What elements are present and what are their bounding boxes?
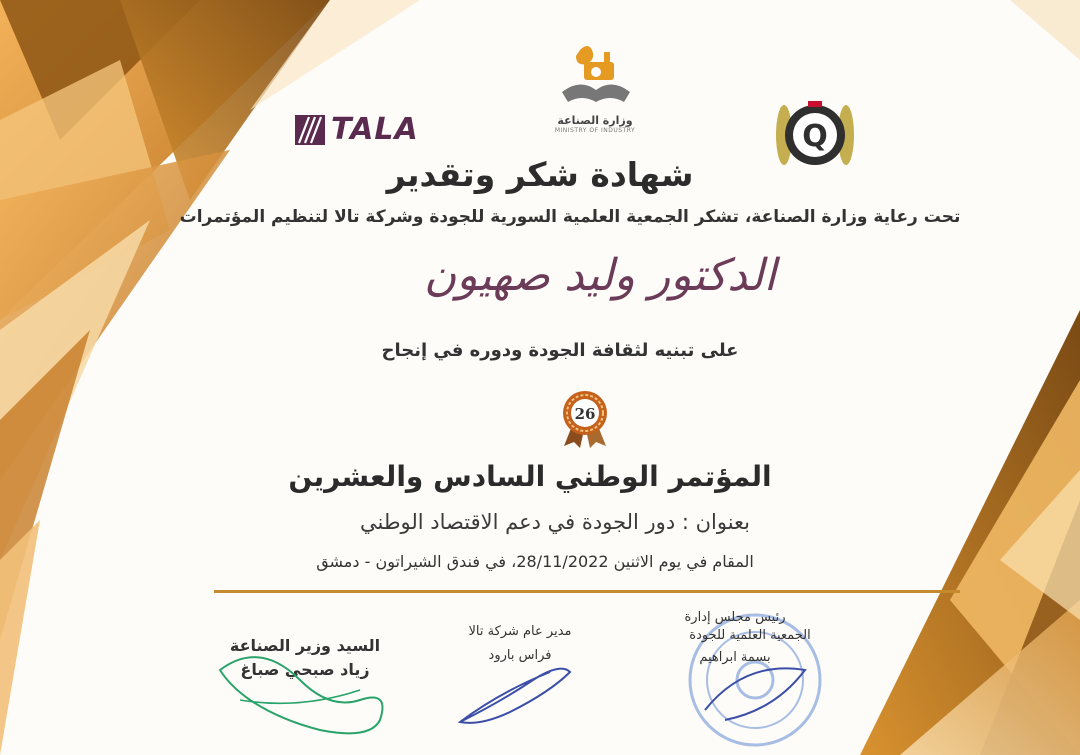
ministry-name-en: MINISTRY OF INDUSTRY — [554, 127, 636, 134]
quality-society-seal-icon — [770, 95, 860, 175]
conference-venue: المقام في يوم الاثنين 28/11/2022، في فندق الشيراتون - دمشق — [316, 552, 754, 571]
svg-text:Q: Q — [802, 119, 828, 154]
patronage-statement: تحت رعاية وزارة الصناعة، تشكر الجمعية العلمية السورية للجودة وشركة تالا لتنظيم المؤتمرات — [179, 207, 961, 227]
society-chair-role-line1: رئيس مجلس إدارة — [684, 610, 786, 625]
minister-signature — [210, 630, 410, 740]
society-chair-name: بسمة ابراهيم — [699, 650, 771, 665]
appreciation-reason: على تبنيه لثقافة الجودة ودوره في إنجاح — [381, 340, 739, 361]
tala-director-name: فراس بارود — [488, 648, 552, 663]
tala-mark-icon — [295, 115, 325, 145]
recipient-name: الدكتور وليد صهيون — [424, 250, 776, 301]
tala-logo — [295, 112, 419, 147]
ministry-logo — [540, 42, 650, 134]
tala-director-signature — [455, 660, 595, 730]
conference-subject: بعنوان : دور الجودة في دعم الاقتصاد الوطني — [359, 510, 751, 534]
conference-26-medal-icon — [550, 388, 620, 450]
tala-director-role: مدير عام شركة تالا — [468, 624, 572, 639]
ministry-emblem-icon — [540, 42, 650, 108]
divider — [214, 590, 960, 593]
ministry-name-ar: وزارة الصناعة — [557, 114, 633, 127]
minister-name: زياد صبحي صباغ — [240, 660, 370, 679]
tala-wordmark: TALA — [331, 112, 419, 147]
medal-number: 26 — [574, 405, 596, 423]
society-chair-role-line2: الجمعية العلمية للجودة — [689, 628, 811, 643]
conference-name: المؤتمر الوطني السادس والعشرين — [288, 460, 772, 493]
certificate-title: شهادة شكر وتقدير — [386, 155, 694, 194]
minister-role: السيد وزير الصناعة — [229, 636, 381, 655]
